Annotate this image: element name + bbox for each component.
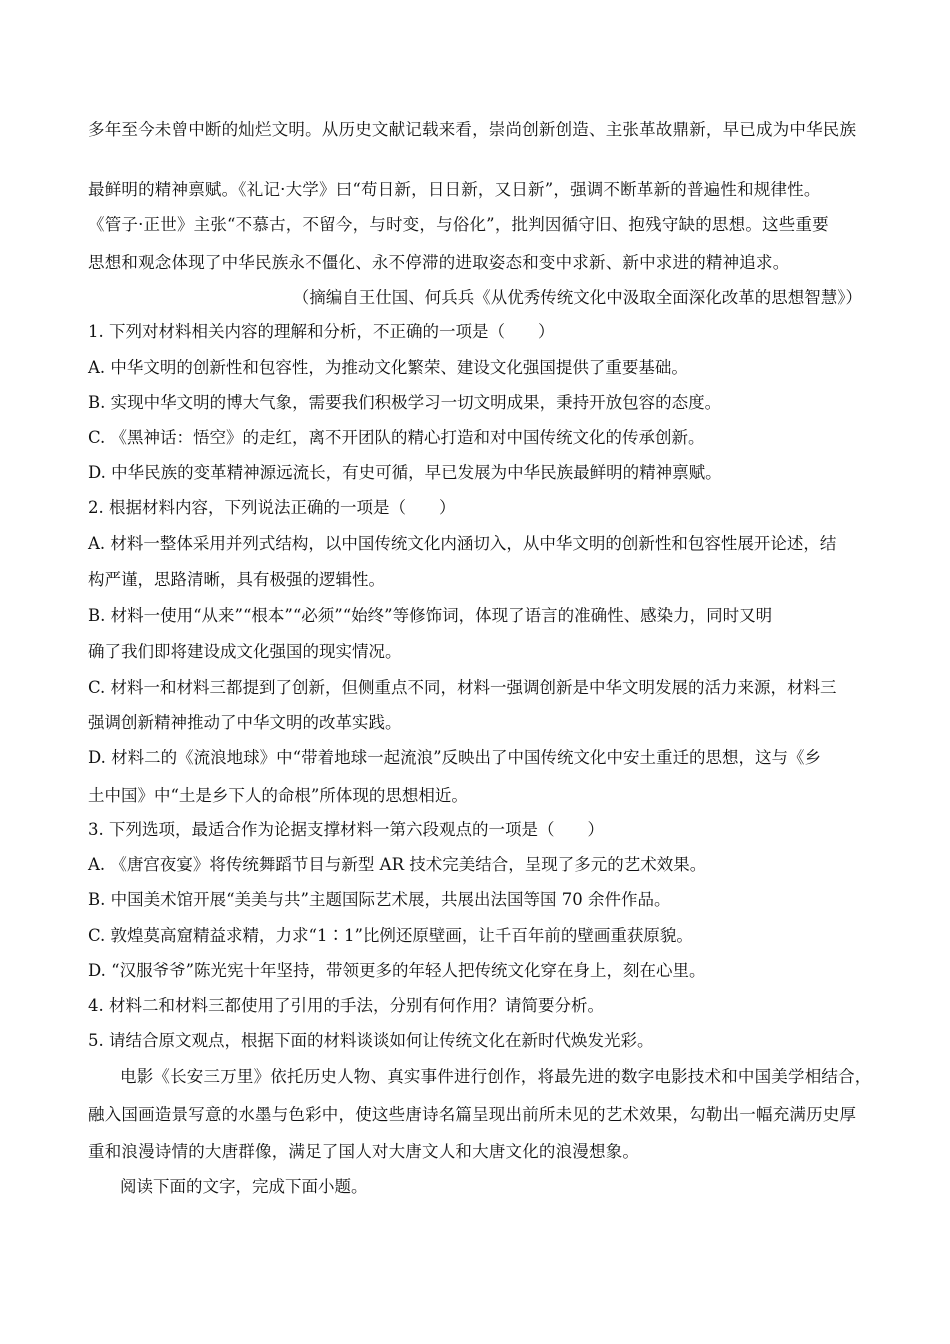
- question-2-option-d-cont: 土中国》中“土是乡下人的命根”所体现的思想相近。: [88, 786, 468, 805]
- question-2-option-a-cont: 构严谨，思路清晰，具有极强的逻辑性。: [88, 570, 385, 589]
- passage-line: 最鲜明的精神禀赋。《礼记·大学》曰“苟日新，日日新，又日新”，强调不断革新的普遍性和规律性。: [88, 180, 821, 199]
- question-1-option-c: C. 《黑神话：悟空》的走红，离不开团队的精心打造和对中国传统文化的传承创新。: [88, 428, 705, 447]
- material-line: 重和浪漫诗情的大唐群像，满足了国人对大唐文人和大唐文化的浪漫想象。: [88, 1142, 640, 1161]
- question-2-option-b-cont: 确了我们即将建设成文化强国的现实情况。: [88, 642, 402, 661]
- passage-line: 思想和观念体现了中华民族永不僵化、永不停滞的进取姿态和变中求新、新中求进的精神追求。: [88, 253, 790, 272]
- question-1-option-d: D. 中华民族的变革精神源远流长，有史可循，早已发展为中华民族最鲜明的精神禀赋。: [88, 463, 722, 482]
- passage-line: 《管子·正世》主张“不慕古，不留今，与时变，与俗化”，批判因循守旧、抱残守缺的思想。这些重要: [88, 215, 829, 234]
- question-2: 2. 根据材料内容，下列说法正确的一项是（ ）: [88, 498, 456, 517]
- question-3-option-b: B. 中国美术馆开展“美美与共”主题国际艺术展，共展出法国等国 70 余件作品。: [88, 890, 671, 909]
- question-2-option-c-cont: 强调创新精神推动了中华文明的改革实践。: [88, 713, 402, 732]
- question-2-option-a: A. 材料一整体采用并列式结构，以中国传统文化内涵切入，从中华文明的创新性和包容性展开论述，结: [88, 534, 837, 553]
- question-1-option-a: A. 中华文明的创新性和包容性，为推动文化繁荣、建设文化强国提供了重要基础。: [88, 358, 688, 377]
- question-4: 4. 材料二和材料三都使用了引用的手法，分别有何作用？请简要分析。: [88, 996, 604, 1015]
- question-2-option-b: B. 材料一使用“从来”“根本”“必须”“始终”等修饰词，体现了语言的准确性、感染力，同时又明: [88, 606, 773, 625]
- question-2-option-c: C. 材料一和材料三都提到了创新，但侧重点不同，材料一强调创新是中华文明发展的活力来源，材料三: [88, 678, 837, 697]
- question-3-option-a: A. 《唐宫夜宴》将传统舞蹈节目与新型 AR 技术完美结合，呈现了多元的艺术效果。: [88, 855, 707, 874]
- material-line: 融入国画造景写意的水墨与色彩中，使这些唐诗名篇呈现出前所未见的艺术效果，勾勒出一幅充满历史厚: [88, 1105, 857, 1124]
- question-1: 1. 下列对材料相关内容的理解和分析，不正确的一项是（ ）: [88, 322, 555, 341]
- source-citation: （摘编自王仕国、何兵兵《从优秀传统文化中汲取全面深化改革的思想智慧》）: [292, 288, 862, 307]
- question-2-option-d: D. 材料二的《流浪地球》中“带着地球一起流浪”反映出了中国传统文化中安土重迁的思想，这与《乡: [88, 748, 822, 767]
- question-3: 3. 下列选项，最适合作为论据支撑材料一第六段观点的一项是（ ）: [88, 820, 604, 839]
- reading-instruction: 阅读下面的文字，完成下面小题。: [120, 1177, 368, 1196]
- question-3-option-d: D. “汉服爷爷”陈光宪十年坚持，带领更多的年轻人把传统文化穿在身上，刻在心里。: [88, 961, 706, 980]
- material-line: 电影《长安三万里》依托历史人物、真实事件进行创作，将最先进的数字电影技术和中国美学相结合，: [120, 1067, 872, 1086]
- question-3-option-c: C. 敦煌莫高窟精益求精，力求“1∶1”比例还原壁画，让千百年前的壁画重获原貌。: [88, 926, 693, 945]
- passage-line: 多年至今未曾中断的灿烂文明。从历史文献记载来看，崇尚创新创造、主张革故鼎新，早已成为中华民族: [88, 120, 857, 139]
- question-5: 5. 请结合原文观点，根据下面的材料谈谈如何让传统文化在新时代焕发光彩。: [88, 1031, 654, 1050]
- question-1-option-b: B. 实现中华文明的博大气象，需要我们积极学习一切文明成果，秉持开放包容的态度。: [88, 393, 722, 412]
